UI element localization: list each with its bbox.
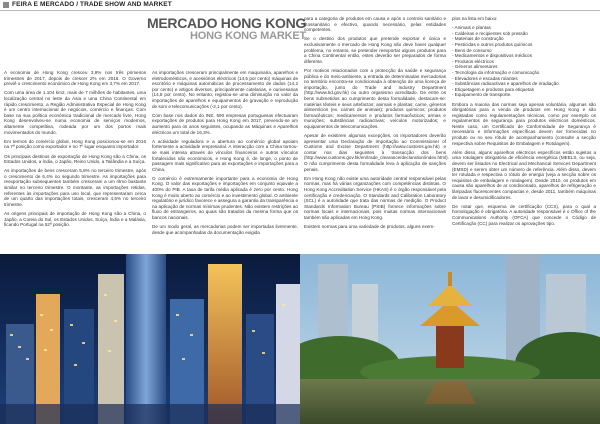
paragraph: Em termos do comércio global, Hong Kong posicionou-se em 2016 na 7ª posição como exportador e no 7º lugar enquanto importador. [4,138,146,150]
paragraph: Se o destino dos produtos que pretende exportar é única e exclusivamente o mercado de Hong Kong não deve haver qualquer problema, no entanto, se pretender reexportar alguns produtos para a China Continental então, estes deverão ser preparados de forma diferente. [304,36,446,64]
paragraph: Embora a maioria das normas seja apenas voluntária, algumas são obrigatórias para a venda de produtos em Hong Kong e são registadas como regulamentações técnicas, como por exemplo os regulamentos de segurança para produtos eléctricos domésticos. Neste caso, um Certificado de Conformidade de Segurança é necessário e informações específicas devem ser fornecidas no produto ou no seu rótulo de acompanhamento (consulte a secção respectiva sobre Requisitos de Embalagem e Rotulagem). [452,101,596,146]
title-english: HONG KONG MARKET [190,30,306,42]
text-column-4 [452,16,596,230]
list-item: - Substâncias radioactivas e aparelhos de irradiação [452,81,559,87]
paragraph: Por motivos relacionados com a protecção da saúde e segurança pública e do meio-ambiente, a entrada de determinadas mercadorias no território encontra-se condicionada à obtenção de uma licença de importação, junto do Trade and Industry Department (http://www.tid.gov.hk) ou outro organismo acreditado. De entre os bens submetidos ao cumprimento desta formalidade, destacam-se: matérias têxteis e seus artefactos; animais e plantas; carne, géneros alimentícios (ex. carnes de animais); produtos químicos; produtos farmacêuticos; medicamentos e produtos farmacêuticos; armas e munições; substâncias radioactivas; veículos motorizados; e equipamentos de telecomunicações. [304,67,446,129]
paragraph: Em Hong Kong não existe uma autoridade central responsável pelas normas, mas há várias organizações com competências distintas. O Hong Kong Accreditation Service (HKAS) é o órgão responsável pela certificação e credenciação. O Standards and Calibration Laboratory (SCL) é a autoridade que trata das normas de medição. O Product Standards Information Bureau (PSIB) fornece informações sobre normas locais e internacionais, pois muitas normas internacionais também são aplicadas em Hong Kong. [304,175,446,220]
list-item: - Tecnologia da informação e comunicação [452,69,540,75]
header-rule [0,10,600,11]
paragraph: As importações cresceram principalmente em maquinaria, aparelhos e eletrodomésticos, e acessórios eléctricos (14,5 por cento) máquinas de escritório e máquinas automáticas de processamento de dados (14,2 por cento) e artigos diversos, principalmente cutelarias, e ourivesarias (14,8 por cento). No entanto, registou-se uma diminuição no valor da importações de aparelhos e equipamentos de gravação e reprodução de som e telecomunicações (-2,1 por cento). [152,70,298,109]
list-item: - Elevadores e escadas rolantes [452,75,518,81]
list-item: - Etiquetagem e produtos para etiquetas [452,86,534,92]
text-column-2 [152,70,298,239]
paragraph: Com base nos dados do INE, 590 empresas portuguesas efectuaram exportações de produtos para Hong Kong em 2017, prevendo-se um aumento para os anos seguintes, ocupando as Máquinas e Aparelhos eléctricos um total de 16,3%. [152,112,298,135]
paragraph: As origens principais de importação de Hong Kong são a China, o Japão, a Coreia do Sul, os Estados Unidos, Suíça, Índia e a Malásia, ficando Portugal na 52ª posição. [4,211,146,228]
paragraph: Apesar de existirem algumas excepções, os importadores deverão apresentar uma Declaração de Importação ao Commissioner of Customs and Excise Department (http://www.customs.gov.hk) e contar nos dias seguintes à transacção dos bens (http://www.customs.gov.hk/en/trade_clearance/declaration/index.html). O não cumprimento desta formalidade leva à aplicação de sanções penais. [304,133,449,172]
paragraph: A economia de Hong Kong cresceu 3,9% nos três primeiros trimestres de 2017, depois de crescer 2% em 2016. O Governo previê o crescimento económico de Hong Kong em 3,7% em 2017. [4,70,146,87]
park-pavilion-photo [300,254,600,424]
product-list [452,25,596,98]
paragraph: De um modo geral, as mercadorias podem ser importadas livremente, desde que acompanhadas da documentação exigida [152,224,298,235]
list-item: - Animais e plantas [452,25,491,31]
title-block [92,17,306,42]
text-column-1 [4,70,146,231]
paragraph: Além disso, alguns aparelhos eléctricos específicos estão sujeitos a uma rotulagem obrigatória de eficiência energética (MEELS, ou seja, devem ser listados no Electrical and Mechanical Services Department (EMSD) e serem obter um número de referência. Além disso, devem ter rotulada e respectiva o rótulo de energia (veja a secção sobre os requisitos de embalagem e rotulagem). Desde 2010, os produtos em causa são aparelhos de ar condicionado, aparelhos de refrigeração e lâmpadas fluorescentes compactas e, desde 2011, também máquinas de lavar e desumidificadores. [452,149,596,200]
paragraph: para a categoria de produtos em causa e após o controlo sanitário e fitossanitário e efectivo, quando necessário, pelas entidades competentes. [304,16,446,33]
paragraph: O comércio é extremamente importante para a economia de Hong Kong. O valor das exportações e importações em conjunto equivale a 400% do PIB. A taxa de tarifa média aplicada é zero por cento. Hong Kong é muito aberto ao comércio e ao investimento global. O ambiente regulatório e jurídico favorece e assegura a garantia da transparência e na aplicação de normas mínimas prudentes. Não existem restrições ao fluxo de estrangeiros, ao quais são tratados da mesma forma que os bancos nacionais. [152,175,298,221]
list-item: - Géneros alimentares [452,64,498,70]
title-portuguese: MERCADO HONG KONG [146,15,306,31]
paragraph: plos na lista em baixo: [452,16,498,21]
paragraph: Existem normas para uma variedade de produtos, alguns exem- [304,224,435,230]
list-item: - Medicamentos e dispositivos médicos [452,53,532,59]
list-item: - Pesticidas e outros produtos químicos [452,41,533,47]
paragraph: As importações de bens cresceram 5,8% no terceiro trimestre, após o crescimento de 6,4% no segundo trimestre. As importações para reexportação subsequentes também cresceram a um ritmo bastante similar no terceiro trimestre. O montante, as importações retidas, referentes às importações para uso local, que representaram cerca de um quarto das importações totais, cresceram 4,5% no terceiro trimestre. [4,168,146,207]
night-skyline-photo [0,254,300,424]
list-item: - Bens de consumo [452,47,492,53]
list-item: - Caldeiras e recipientes sob pressão [452,30,528,36]
section-header [0,0,600,11]
text-column-3 [304,16,449,233]
paragraph: A actividade reguladora e a abertura ao comércio global apoiam fortemente a actividade empresarial. A interacção com a China tornou-se mais intensa através de vínculos financeiros e outros vínculos fortalecidos não económicos, e Hong Kong é, de longe, o ponto de passagem mais significativo para as exportações e importações para a China. [152,138,298,172]
header-square-marker [3,2,9,8]
list-item: - Materiais de construção [452,36,504,42]
list-item: - Equipamento de transporte. [452,92,512,98]
list-item: - Produtos eléctricos [452,58,494,64]
paragraph: Com uma área de 1.104 km2, mais de 7 milhões de habitantes, uma localização central no leste da Ásia e uma China Continental em rápido crescimento, a Região Administrativa Especial de Hong Kong é um centro internacional de negócios, comércio e finanças. Com base na sua política económica tradicional de mercado livre, Hong Kong desenvolveu-se numa economia de serviços modernos, altamente competitiva, rodeada por um dos portos mais movimentados do mundo. [4,90,146,135]
paragraph: Os principais destinos de exportação de Hong Kong são a China, os Estados Unidos, a Índia, o Japão, Reino Unido, a Tailândia e a Suíça. [4,153,146,165]
paragraph: De notar que, esquema de certificação (CCS), para o qual a homologação é obrigatória. A autoridade responsável é o Office of the Communications Authority (OFCA) que concede o Código de Certificação (CC) para realizar os aprovações tipo. [452,203,596,226]
section-label: FEIRA E MERCADO / TRADE SHOW AND MARKET [12,1,172,8]
